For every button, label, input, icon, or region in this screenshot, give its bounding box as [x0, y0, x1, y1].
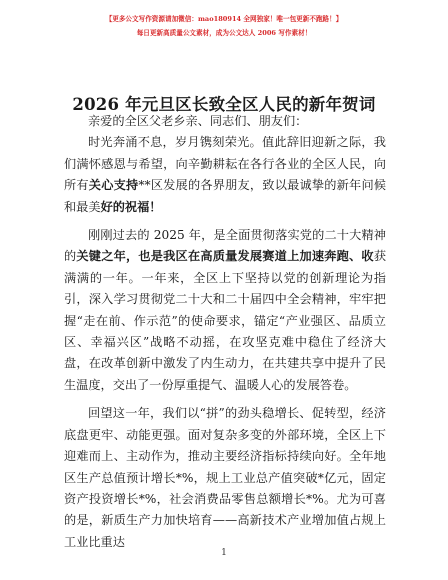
review-bold: 关键之年，也是我区在高质量发展赛道上加速奔跑、收 — [76, 249, 374, 264]
greeting-text-2: **区发展的各界朋友，致以最诚挚的新年问候和最美 — [64, 178, 387, 214]
review-text-1: 刚刚过去的 2025 年，是全面贯彻落实党的二十大精神的 — [64, 228, 386, 264]
greeting-bold-1: 关心支持 — [88, 178, 139, 193]
document-body — [64, 111, 386, 553]
paragraph-greeting — [64, 132, 386, 218]
page-number: 1 — [221, 548, 227, 558]
review-text-2: 获满满的一年。一年来，全区上下坚持以党的创新理论为指引，深入学习贯彻党二十大和二十届四中全会精神，牢牢把握“走在前、作示范”的使命要求，锚定“产业强区、品质立区、幸福兴区”战略不动摇，在攻坚克难中稳住了经济大盘，在改革创新中激发了内生动力，在共建共享中提升了民生温度，交出了一份厚重提气、温暖人心的发展答卷。 — [64, 249, 387, 392]
paragraph-economy: 回望这一年，我们以“拼”的劲头稳增长、促转型，经济底盘更牢、动能更强。面对复杂多变的外部环境，全区上下迎难而上、主动作为，推动主要经济指标持续向好。全年地区生产总值预计增长*%，规上工业总产值突破*亿元，固定资产投资增长*%，社会消费品零售总额增长*%。尤为可喜的是，新质生产力加快培育——高新技术产业增加值占规上工业比重达 — [64, 406, 386, 549]
salutation: 亲爱的全区父老乡亲、同志们、朋友们： — [88, 114, 308, 128]
banner-line-2: 每日更新高质量公文素材，成为公文达人 2006 写作素材！ — [136, 29, 312, 37]
header-banner — [0, 14, 448, 39]
paragraph-review-2025 — [64, 225, 386, 396]
greeting-text-1: 时光奔涌不息，岁月镌刻荣光。值此辞旧迎新之际，我们满怀感恩与希望，向辛勤耕耘在各行各业的全区人民，向所有 — [64, 135, 386, 193]
banner-line-1: 【更多公文写作资源请加微信：mao180914 全网独家！唯一包更新不跑路！】 — [105, 15, 343, 23]
greeting-bold-2: 好的祝福！ — [100, 199, 162, 214]
document-title: 2026 年元旦区长致全区人民的新年贺词 — [72, 95, 376, 114]
